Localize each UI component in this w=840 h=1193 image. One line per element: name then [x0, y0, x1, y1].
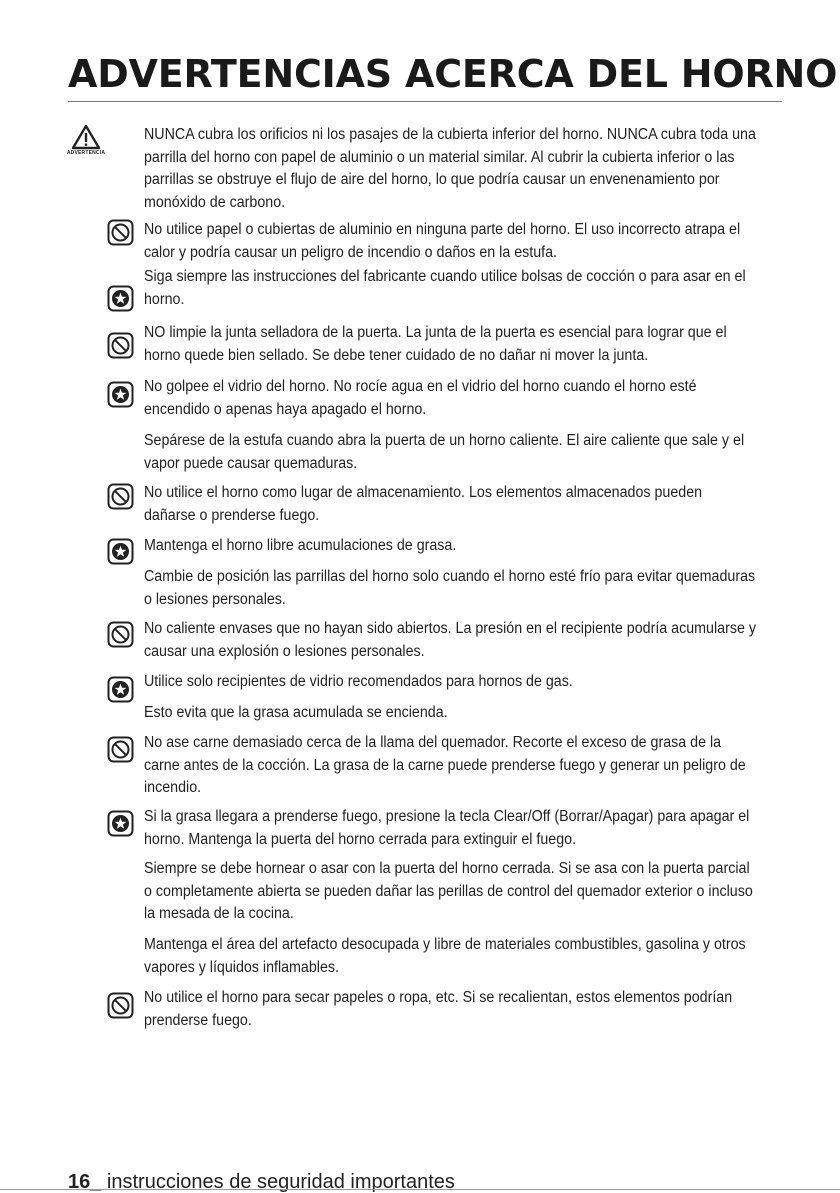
prohibited-icon	[107, 621, 134, 648]
prohibited-icon	[107, 736, 134, 763]
warning-item	[144, 124, 760, 214]
warning-icon-label: ADVERTENCIA	[66, 150, 106, 156]
warning-text: Si la grasa llegara a prenderse fuego, presione la tecla Clear/Off (Borrar/Apagar) para apagar el horno. Mantenga la puerta del horno cerrada para extinguir el fuego.	[144, 808, 750, 848]
warning-text: No utilice el horno como lugar de almacenamiento. Los elementos almacenados pueden dañarse o prenderse fuego.	[144, 484, 703, 524]
important-star-icon	[107, 381, 134, 408]
warning-item	[144, 702, 760, 725]
warning-item	[144, 732, 760, 800]
warning-item	[144, 806, 760, 851]
warning-item	[144, 219, 760, 264]
warning-item	[144, 376, 760, 421]
warning-text: Mantenga el horno libre acumulaciones de grasa.	[144, 537, 457, 554]
warning-text: No golpee el vidrio del horno. No rocíe agua en el vidrio del horno cuando el horno esté encendido o apenas haya apagado el horno.	[144, 378, 697, 418]
warning-item	[144, 430, 760, 475]
important-star-icon	[107, 810, 134, 837]
footer-section-title: instrucciones de seguridad importantes	[101, 1171, 455, 1193]
warning-item	[144, 482, 760, 527]
important-star-icon	[107, 285, 134, 312]
page-number: 16_	[68, 1171, 102, 1193]
warning-text: No utilice el horno para secar papeles o ropa, etc. Si se recalientan, estos elementos podrían prenderse fuego.	[144, 989, 733, 1029]
prohibited-icon	[107, 483, 134, 510]
prohibited-icon	[107, 219, 134, 246]
important-star-icon	[107, 538, 134, 565]
warning-text: Mantenga el área del artefacto desocupada y libre de materiales combustibles, gasolina y otros vapores y líquidos inflamables.	[144, 936, 746, 976]
warning-text: Utilice solo recipientes de vidrio recomendados para hornos de gas.	[144, 673, 573, 690]
warning-text: NUNCA cubra los orificios ni los pasajes de la cubierta inferior del horno. NUNCA cubra toda una parrilla del horno con papel de aluminio o un material similar. Al cubrir la cubierta inferior o las parrillas se obstruye el flujo de aire del horno, lo que podría causar un envenenamiento por monóxido de carbono.	[144, 126, 756, 211]
warning-item	[144, 618, 760, 663]
warning-item	[144, 987, 760, 1032]
warning-text: Cambie de posición las parrillas del horno solo cuando el horno esté frío para evitar quemaduras o lesiones personales.	[144, 568, 756, 608]
page-title: ADVERTENCIAS ACERCA DEL HORNO	[68, 52, 838, 96]
warning-item	[144, 322, 760, 367]
footer-divider	[0, 1189, 840, 1190]
warning-text: Esto evita que la grasa acumulada se encienda.	[144, 704, 448, 721]
warning-item	[144, 535, 760, 558]
warning-text: Sepárese de la estufa cuando abra la puerta de un horno caliente. El aire caliente que sale y el vapor puede causar quemaduras.	[144, 432, 745, 472]
warning-text: NO limpie la junta selladora de la puerta. La junta de la puerta es esencial para lograr que el horno quede bien sellado. Se debe tener cuidado de no dañar ni mover la junta.	[144, 324, 727, 364]
warning-text: Siga siempre las instrucciones del fabricante cuando utilice bolsas de cocción o para asar en el horno.	[144, 268, 746, 308]
prohibited-icon	[107, 992, 134, 1019]
warning-text: No ase carne demasiado cerca de la llama del quemador. Recorte el exceso de grasa de la carne antes de la cocción. La grasa de la carne puede prenderse fuego y generar un peligro de incendio.	[144, 734, 746, 796]
warning-text: Siempre se debe hornear o asar con la puerta del horno cerrada. Si se asa con la puerta parcial o completamente abierta se pueden dañar las perillas de control del quemador exterior o incluso la mesada de la cocina.	[144, 860, 753, 922]
warning-item	[144, 266, 760, 311]
warning-item	[144, 858, 760, 926]
prohibited-icon	[107, 332, 134, 359]
warning-item	[144, 671, 760, 694]
warning-text: No utilice papel o cubiertas de aluminio en ninguna parte del horno. El uso incorrecto atrapa el calor y podría causar un peligro de incendio o daños en la estufa.	[144, 221, 741, 261]
important-star-icon	[107, 676, 134, 703]
warning-item	[144, 566, 760, 611]
warning-item	[144, 934, 760, 979]
warning-text: No caliente envases que no hayan sido abiertos. La presión en el recipiente podría acumularse y causar una explosión o lesiones personales.	[144, 620, 756, 660]
